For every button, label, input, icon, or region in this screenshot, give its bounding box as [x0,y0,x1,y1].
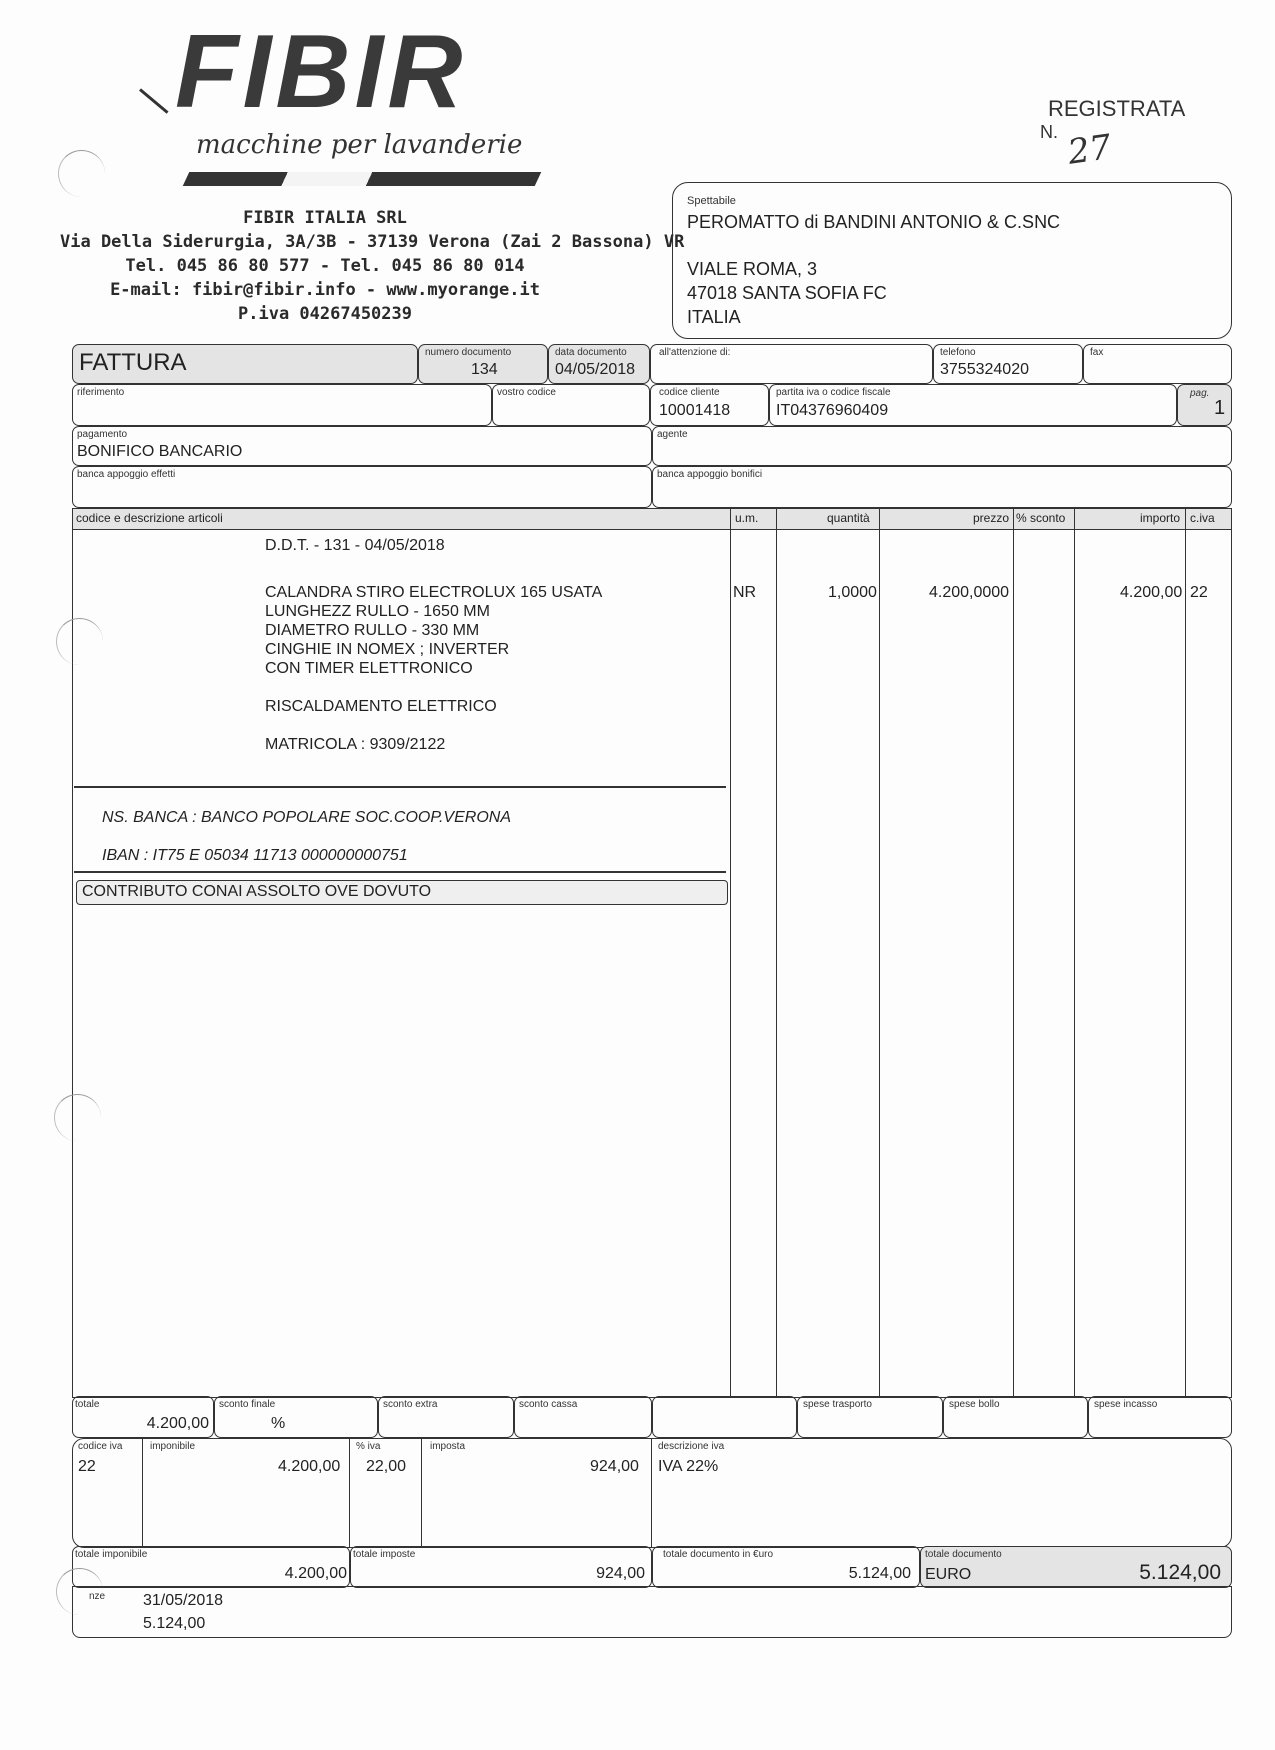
binder-hole [58,150,105,197]
item-amount: 4.200,00 [1120,584,1183,601]
total-taxable-field [72,1546,350,1588]
phone-value: 3755324020 [940,361,1029,378]
col-divider [776,508,777,1398]
stamp-duty-field [943,1396,1088,1438]
bank-separator [74,871,726,873]
total-taxable-label: totale imponibile [75,1549,148,1560]
due-dates-label: nze [89,1591,106,1602]
logo-text: FIBIR [175,14,467,130]
conai-note [76,880,728,905]
col-header-vat: c.iva [1190,511,1215,525]
doc-date: 04/05/2018 [555,361,636,378]
page-field [1177,384,1232,426]
col-divider [1013,508,1014,1398]
stamp-number-label: N. [1040,122,1058,142]
your-code-field [492,384,650,426]
recipient-country: ITALIA [687,307,741,327]
recipient-street: VIALE ROMA, 3 [687,259,818,279]
cash-discount-label: sconto cassa [519,1399,578,1410]
binder-hole [56,1568,106,1615]
company-name: FIBIR ITALIA SRL [243,208,407,228]
doc-date-label: data documento [555,347,627,358]
agent-label: agente [657,429,688,440]
item-detail: CINGHIE IN NOMEX ; INVERTER [265,641,510,658]
item-detail: DIAMETRO RULLO - 330 MM [265,622,480,639]
total-taxes-value: 924,00 [596,1565,645,1582]
stamp-duty-label: spese bollo [949,1399,1000,1410]
document-currency: EURO [925,1566,972,1583]
total-taxes-field [350,1546,652,1588]
vat-divider [142,1438,143,1548]
final-discount-value: % [271,1415,286,1432]
due-date: 31/05/2018 [143,1592,224,1609]
col-divider [730,508,731,1398]
bank-separator [74,786,726,788]
total-value: 4.200,00 [146,1415,209,1432]
bank-transfers-label: banca appoggio bonifici [657,469,763,480]
bank-effects-field [72,466,652,508]
payment-field [72,426,652,466]
recipient-city: 47018 SANTA SOFIA FC [687,283,887,303]
reference-label: riferimento [77,387,125,398]
attention-label: all'attenzione di: [659,347,731,358]
vat-description: IVA 22% [658,1458,719,1475]
company-phones: Tel. 045 86 80 577 - Tel. 045 86 80 014 [125,256,525,276]
col-divider [879,508,880,1398]
item-um: NR [733,584,757,601]
vat-code: 22 [78,1458,96,1475]
taxable-value: 4.200,00 [278,1458,341,1475]
vat-rate: 22,00 [366,1458,407,1475]
col-header-amount: importo [1140,511,1181,525]
stamp-number: 27 [1065,127,1114,173]
col-header-quantity: quantità [827,511,870,525]
company-vat: P.iva 04267450239 [238,304,412,324]
recipient-name: PEROMATTO di BANDINI ANTONIO & C.SNC [687,212,1061,232]
ddt-reference: D.D.T. - 131 - 04/05/2018 [265,537,445,554]
tax-label: imposta [430,1441,466,1452]
total-euro-label: totale documento in €uro [663,1549,774,1560]
phone-label: telefono [940,347,976,358]
page-number: 1 [1214,397,1226,419]
final-discount-field [214,1396,378,1438]
bank-iban: IBAN : IT75 E 05034 11713 000000000751 [102,847,408,864]
vat-divider [651,1438,652,1548]
item-vat-code: 22 [1190,584,1208,601]
item-detail: LUNGHEZZ RULLO - 1650 MM [265,603,490,620]
doc-date-field [548,344,650,384]
vat-rate-label: % iva [356,1441,381,1452]
customer-code: 10001418 [659,402,731,419]
due-dates-box [72,1586,1232,1638]
reference-field [72,384,492,426]
taxable-label: imponibile [150,1441,196,1452]
col-divider [1185,508,1186,1398]
item-quantity: 1,0000 [828,584,877,601]
document-total-value: 5.124,00 [1139,1561,1221,1584]
collection-fees-field [1088,1396,1232,1438]
col-header-um: u.m. [735,511,759,525]
vat-label: partita iva o codice fiscale [776,387,891,398]
collection-fees-label: spese incasso [1094,1399,1158,1410]
logo-slash [139,88,169,113]
item-detail: CON TIMER ELETTRONICO [265,660,473,677]
extra-discount-field [378,1396,514,1438]
vat-code-label: codice iva [78,1441,123,1452]
phone-field [933,344,1083,384]
conai-text: CONTRIBUTO CONAI ASSOLTO OVE DOVUTO [82,883,432,900]
recipient-label: Spettabile [687,195,736,207]
recipient-box [672,182,1232,339]
document-total-label: totale documento [925,1549,1002,1560]
doc-type: FATTURA [79,349,187,376]
doc-number-field [418,344,548,384]
blank-field [652,1396,797,1438]
item-serial: MATRICOLA : 9309/2122 [265,736,446,753]
customer-code-field [650,384,769,426]
total-taxes-label: totale imposte [353,1549,416,1560]
total-field [72,1396,214,1438]
item-description: CALANDRA STIRO ELECTROLUX 165 USATA [265,584,603,601]
vat-value: IT04376960409 [776,402,889,419]
items-table [72,508,1232,1398]
payment-label: pagamento [77,429,128,440]
col-header-description: codice e descrizione articoli [76,511,223,525]
doc-type-field [72,344,418,384]
col-header-price: prezzo [973,511,1010,525]
bank-name: NS. BANCA : BANCO POPOLARE SOC.COOP.VERONA [102,809,511,826]
cash-discount-field [514,1396,652,1438]
tax-value: 924,00 [590,1458,639,1475]
your-code-label: vostro codice [497,387,556,398]
extra-discount-label: sconto extra [383,1399,438,1410]
fax-label: fax [1090,347,1104,358]
agent-field [652,426,1232,466]
vat-field [769,384,1177,426]
due-amount: 5.124,00 [143,1615,206,1632]
vat-summary [72,1438,1232,1548]
total-taxable-value: 4.200,00 [284,1565,347,1582]
col-header-discount: % sconto [1016,511,1066,525]
col-divider [1074,508,1075,1398]
page-label: pag. [1190,388,1210,399]
attention-field [650,344,933,384]
vat-divider [421,1438,422,1548]
document-total-field [920,1546,1232,1588]
bank-transfers-field [652,466,1232,508]
doc-number: 134 [471,361,498,378]
binder-hole [56,618,103,665]
item-price: 4.200,0000 [929,584,1010,601]
payment-value: BONIFICO BANCARIO [77,443,243,460]
logo-stripe [183,172,542,186]
total-euro-value: 5.124,00 [848,1565,911,1582]
binder-hole [54,1094,101,1141]
customer-code-label: codice cliente [659,387,720,398]
shipping-field [797,1396,943,1438]
registered-stamp: REGISTRATA [1048,96,1186,121]
vat-description-label: descrizione iva [658,1441,725,1452]
item-heating: RISCALDAMENTO ELETTRICO [265,698,497,715]
total-euro-field [652,1546,920,1588]
vat-divider [349,1438,350,1548]
company-contacts: E-mail: fibir@fibir.info - www.myorange.it [110,280,540,300]
shipping-label: spese trasporto [803,1399,872,1410]
company-address: Via Della Siderurgia, 3A/3B - 37139 Verona (Zai 2 Bassona) VR [60,232,685,252]
logo-tagline: macchine per lavanderie [196,130,523,160]
bank-effects-label: banca appoggio effetti [77,469,176,480]
fax-field [1083,344,1232,384]
total-label: totale [75,1399,100,1410]
doc-number-label: numero documento [425,347,512,358]
final-discount-label: sconto finale [219,1399,276,1410]
